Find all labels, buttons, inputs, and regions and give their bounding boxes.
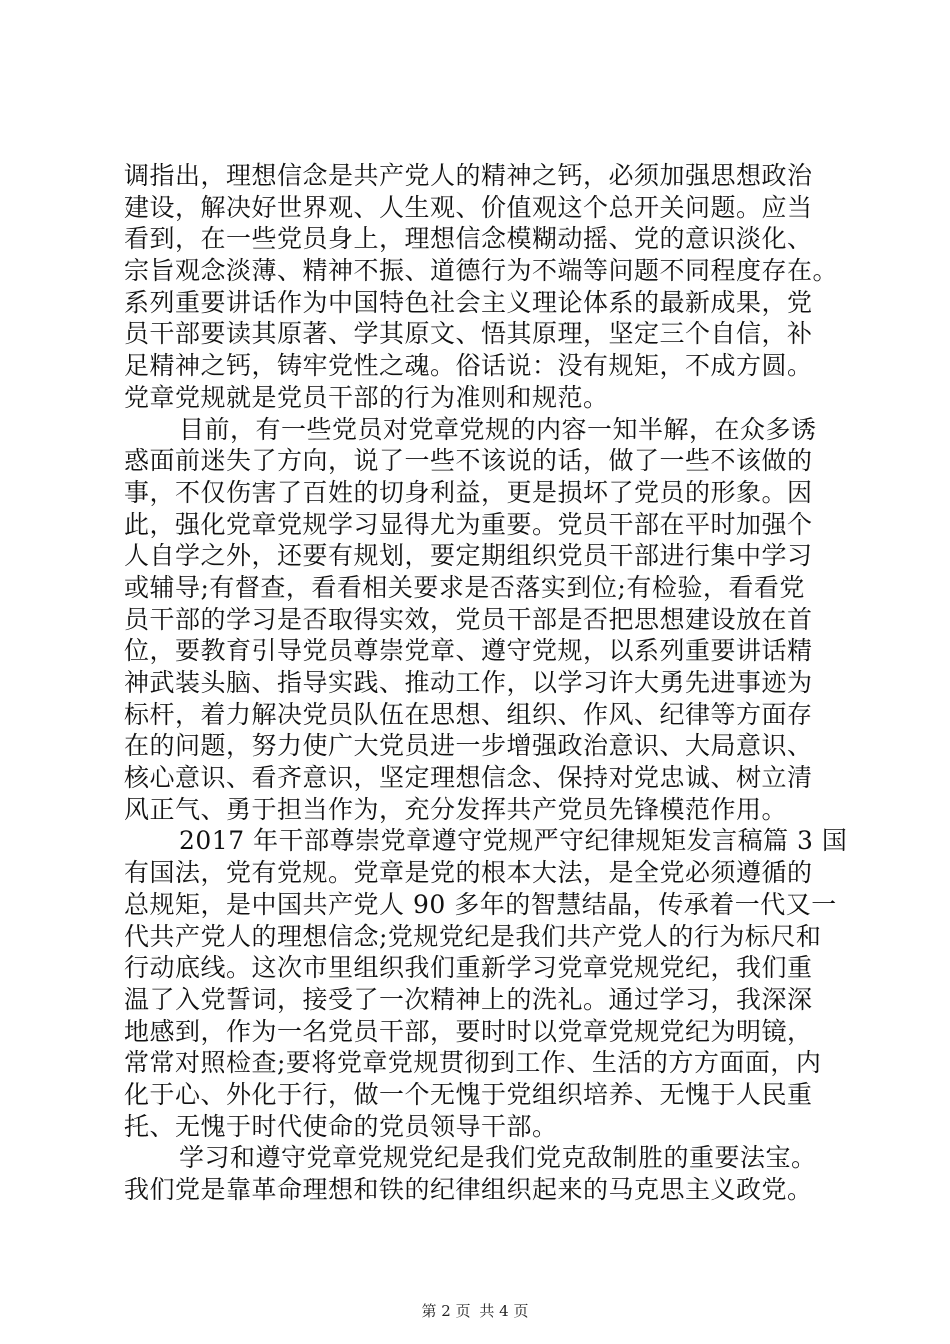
text-line: 核心意识、看齐意识，坚定理想信念、保持对党忠诚、树立清	[124, 763, 813, 793]
text-line: 看到，在一些党员身上，理想信念模糊动摇、党的意识淡化、	[124, 224, 813, 254]
text-line: 托、无愧于时代使命的党员领导干部。	[124, 1111, 558, 1141]
text-line: 行动底线。这次市里组织我们重新学习党章党规党纪，我们重	[124, 953, 813, 983]
text-line: 我们党是靠革命理想和铁的纪律组织起来的马克思主义政党。	[124, 1175, 813, 1204]
text-line: 神武装头脑、指导实践、推动工作，以学习许大勇先进事迹为	[124, 668, 813, 697]
text-line: 温了入党誓词，接受了一次精神上的洗礼。通过学习，我深深	[124, 984, 813, 1014]
text-line: 宗旨观念淡薄、精神不振、道德行为不端等问题不同程度存在。	[124, 256, 839, 286]
text-line: 建设，解决好世界观、人生观、价值观这个总开关问题。应当	[124, 192, 813, 222]
text-line: 代共产党人的理想信念;党规党纪是我们共产党人的行为标尺和	[124, 921, 822, 951]
text-line: 总规矩，是中国共产党人 90 多年的智慧结晶，传承着一代又一	[124, 889, 837, 919]
text-line: 或辅导;有督查，看看相关要求是否落实到位;有检验，看看党	[124, 572, 805, 602]
text-line: 在的问题，努力使广大党员进一步增强政治意识、大局意识、	[124, 731, 813, 761]
text-line: 调指出，理想信念是共产党人的精神之钙，必须加强思想政治	[124, 161, 813, 190]
text-line: 学习和遵守党章党规党纪是我们党克敌制胜的重要法宝。	[179, 1143, 817, 1173]
text-line: 党章党规就是党员干部的行为准则和规范。	[124, 382, 609, 412]
text-line: 足精神之钙，铸牢党性之魂。俗话说：没有规矩，不成方圆。	[124, 351, 813, 381]
page-number: 第 2 页	[421, 1302, 471, 1320]
text-line: 常常对照检查;要将党章党规贯彻到工作、生活的方方面面，内	[124, 1048, 822, 1078]
text-line: 有国法，党有党规。党章是党的根本大法，是全党必须遵循的	[124, 858, 813, 888]
text-line: 位，要教育引导党员尊崇党章、遵守党规，以系列重要讲话精	[124, 636, 813, 666]
text-line: 系列重要讲话作为中国特色社会主义理论体系的最新成果，党	[124, 287, 813, 317]
text-line: 地感到，作为一名党员干部，要时时以党章党规党纪为明镜，	[124, 1016, 813, 1046]
text-line: 惑面前迷失了方向，说了一些不该说的话，做了一些不该做的	[124, 446, 813, 476]
document-body	[124, 160, 848, 1206]
text-line: 事，不仅伤害了百姓的切身利益，更是损坏了党员的形象。因	[124, 477, 813, 507]
text-line: 标杆，着力解决党员队伍在思想、组织、作风、纪律等方面存	[124, 699, 813, 729]
page-footer	[0, 1300, 950, 1321]
page-total: 共 4 页	[479, 1302, 529, 1320]
text-line: 员干部的学习是否取得实效，党员干部是否把思想建设放在首	[124, 604, 813, 634]
text-line: 人自学之外，还要有规划，要定期组织党员干部进行集中学习	[124, 541, 813, 571]
text-line: 化于心、外化于行，做一个无愧于党组织培养、无愧于人民重	[124, 1079, 813, 1109]
text-line: 风正气、勇于担当作为，充分发挥共产党员先锋模范作用。	[124, 794, 788, 824]
text-line: 2017 年干部尊崇党章遵守党规严守纪律规矩发言稿篇 3 国	[179, 826, 848, 856]
text-line: 此，强化党章党规学习显得尤为重要。党员干部在平时加强个	[124, 509, 813, 539]
text-line: 目前，有一些党员对党章党规的内容一知半解，在众多诱	[179, 414, 817, 444]
text-line: 员干部要读其原著、学其原文、悟其原理，坚定三个自信，补	[124, 319, 813, 349]
